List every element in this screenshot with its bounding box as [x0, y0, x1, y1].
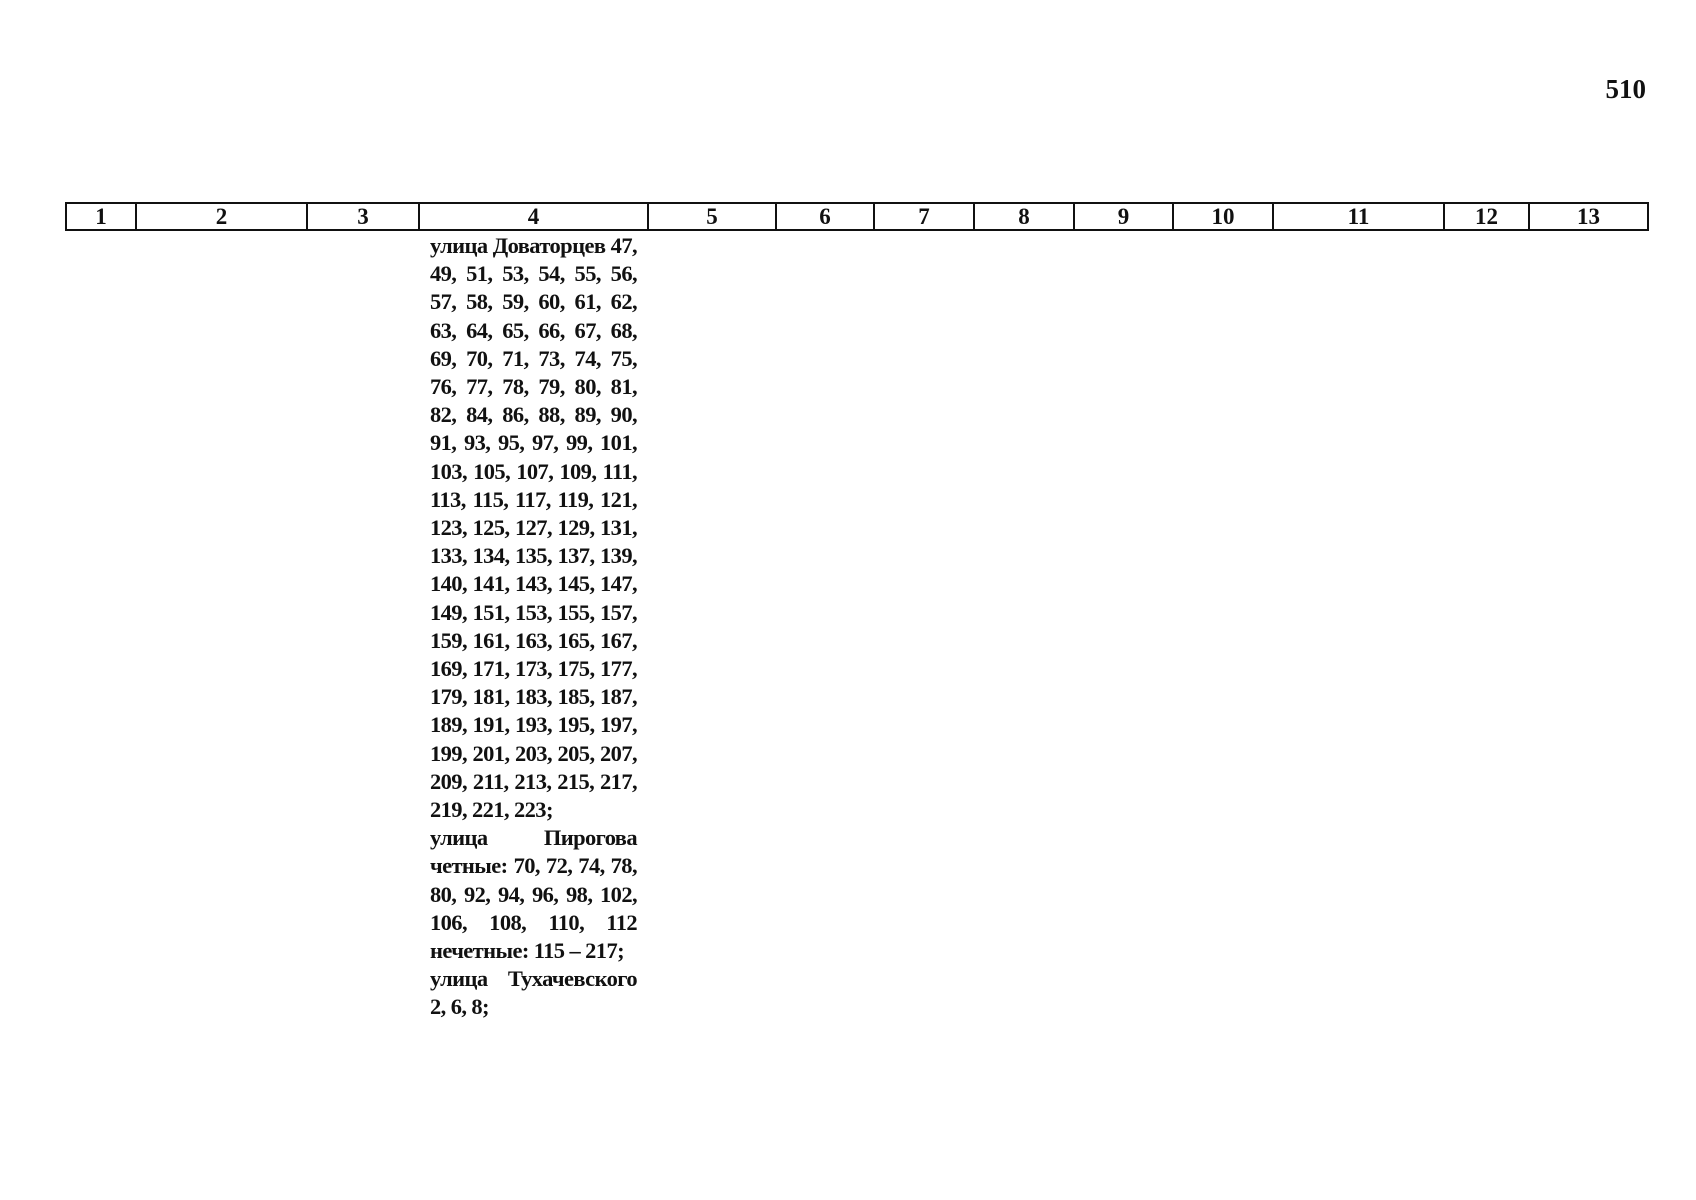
- column-number-cell: 13: [1529, 203, 1648, 230]
- column-number-cell: 6: [776, 203, 874, 230]
- column-number-header-table: [65, 202, 1649, 231]
- column-number-cell: 7: [874, 203, 974, 230]
- column-number-cell: 1: [66, 203, 136, 230]
- page-number: 510: [1605, 74, 1646, 104]
- column-4-address-list: [430, 232, 637, 1022]
- column-number-cell: 8: [974, 203, 1074, 230]
- address-block-dovatortsev: улица Доваторцев 47, 49, 51, 53, 54, 55, 56, 57, 58, 59, 60, 61, 62, 63, 64, 65, 66, 67, 68, 69, 70, 71, 73, 74, 75, 76, 77, 78, 79, 80, 81, 82, 84, 86, 88, 89, 90, 91, 93, 95, 97, 99, 101, 103, 105, 107, 109, 111, 113, 115, 117, 119, 121, 123, 125, 127, 129, 131, 133, 134, 135, 137, 139, 140, 141, 143, 145, 147, 149, 151, 153, 155, 157, 159, 161, 163, 165, 167, 169, 171, 173, 175, 177, 179, 181, 183, 185, 187, 189, 191, 193, 195, 197, 199, 201, 203, 205, 207, 209, 211, 213, 215, 217, 219, 221, 223;: [430, 233, 637, 823]
- address-block-tukhachevskogo: улица Тухачевского 2, 6, 8;: [430, 966, 637, 1020]
- column-number-cell: 10: [1173, 203, 1273, 230]
- column-number-cell: 9: [1074, 203, 1173, 230]
- column-number-cell: 4: [419, 203, 648, 230]
- column-number-row: [66, 203, 1648, 230]
- column-number-cell: 3: [307, 203, 419, 230]
- column-number-cell: 5: [648, 203, 776, 230]
- address-block-pirogova: улица Пирогова четные: 70, 72, 74, 78, 80, 92, 94, 96, 98, 102, 106, 108, 110, 112 нечетные: 115 – 217;: [430, 825, 637, 964]
- column-number-cell: 12: [1444, 203, 1529, 230]
- column-number-cell: 2: [136, 203, 307, 230]
- column-number-cell: 11: [1273, 203, 1444, 230]
